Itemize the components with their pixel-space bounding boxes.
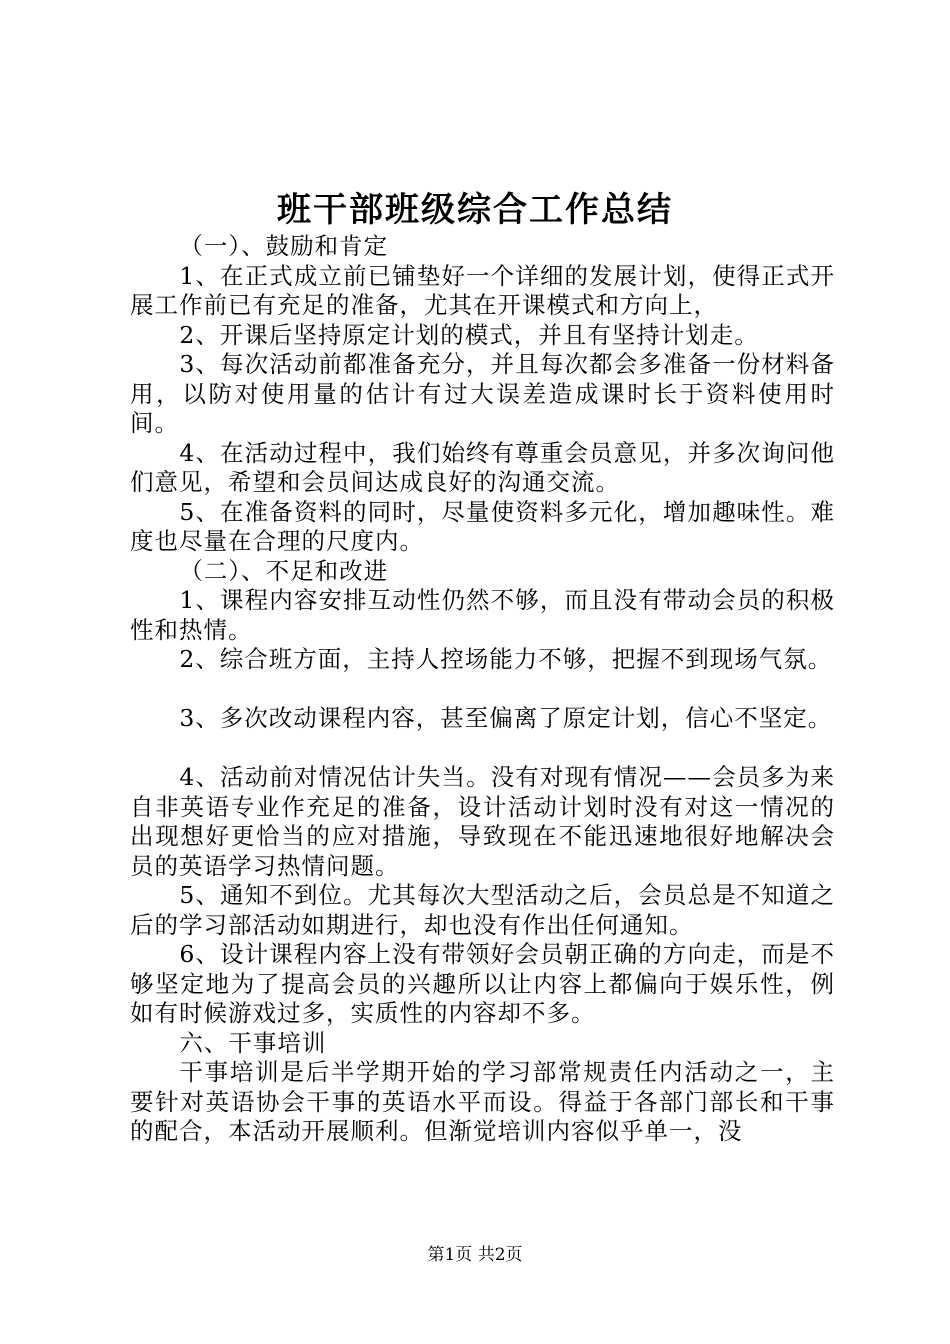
document-title: 班干部班级综合工作总结 xyxy=(277,190,673,230)
document-body xyxy=(130,232,835,1147)
paragraph: 1、在正式成立前已铺垫好一个详细的发展计划，使得正式开展工作前已有充足的准备，尤其在开课模式和方向上， xyxy=(130,261,835,319)
paragraph: 4、在活动过程中，我们始终有尊重会员意见，并多次询问他们意见，希望和会员间达成良好的沟通交流。 xyxy=(130,438,835,496)
paragraph: 2、综合班方面，主持人控场能力不够，把握不到现场气氛。 xyxy=(179,645,833,673)
paragraph: 5、在准备资料的同时，尽量使资料多元化，增加趣味性。难度也尽量在合理的尺度内。 xyxy=(130,497,835,555)
paragraph: 3、多次改动课程内容，甚至偏离了原定计划，信心不坚定。 xyxy=(179,704,833,732)
paragraph: 6、设计课程内容上没有带领好会员朝正确的方向走，而是不够坚定地为了提高会员的兴趣所以让内容上都偏向于娱乐性，例如有时候游戏过多，实质性的内容却不多。 xyxy=(130,940,835,1027)
section-heading-encouragement: （一）、鼓励和肯定 xyxy=(179,232,389,260)
paragraph: 3、每次活动前都准备充分，并且每次都会多准备一份材料备用，以防对使用量的估计有过大误差造成课时长于资料使用时间。 xyxy=(130,350,835,437)
page-number-footer: 第1页 共2页 xyxy=(427,1245,523,1265)
paragraph: 4、活动前对情况估计失当。没有对现有情况——会员多为来自非英语专业作充足的准备，设计活动计划时没有对这一情况的出现想好更恰当的应对措施，导致现在不能迅速地很好地解决会员的英语学习热情问题。 xyxy=(130,763,835,880)
section-heading-improvements: （二）、不足和改进 xyxy=(179,556,389,585)
paragraph: 1、课程内容安排互动性仍然不够，而且没有带动会员的积极性和热情。 xyxy=(130,586,835,644)
paragraph: 2、开课后坚持原定计划的模式，并且有坚持计划走。 xyxy=(179,320,759,349)
paragraph: 干事培训是后半学期开始的学习部常规责任内活动之一，主要针对英语协会干事的英语水平而设。得益于各部门部长和干事的配合，本活动开展顺利。但渐觉培训内容似乎单一，没 xyxy=(130,1058,835,1145)
section-heading-staff-training: 六、干事培训 xyxy=(179,1028,327,1057)
paragraph: 5、通知不到位。尤其每次大型活动之后，会员总是不知道之后的学习部活动如期进行，却也没有作出任何通知。 xyxy=(130,881,835,939)
